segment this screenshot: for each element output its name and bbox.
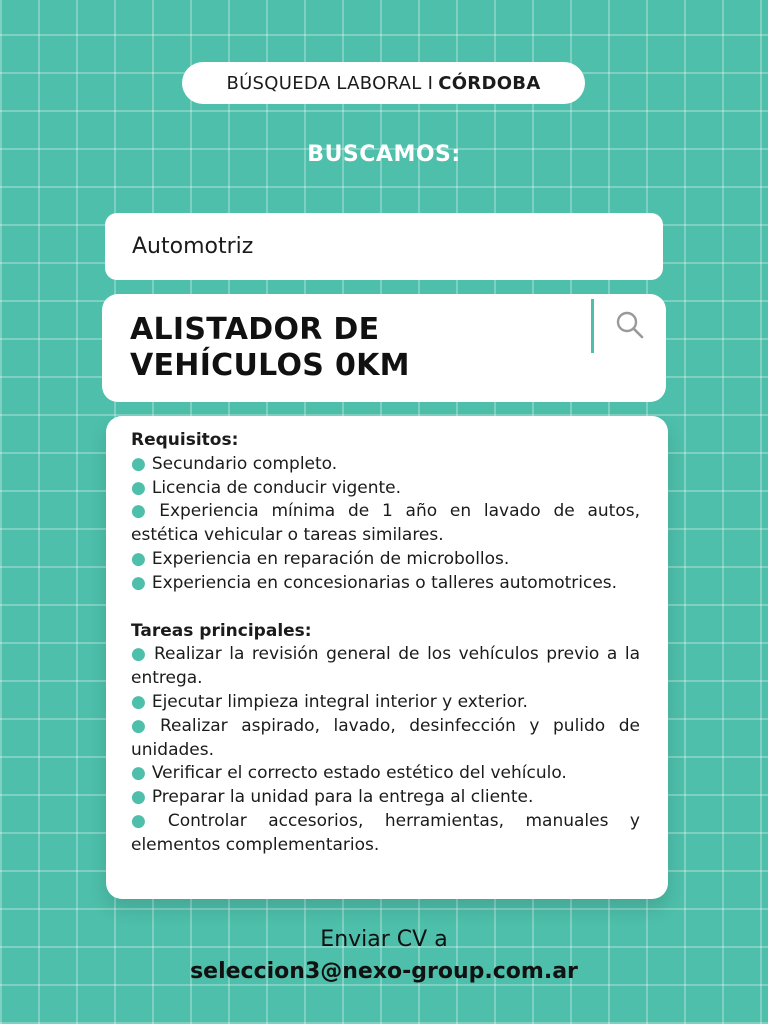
tasks-list bbox=[131, 643, 640, 857]
contact-footer bbox=[0, 925, 768, 989]
sector-field bbox=[105, 213, 663, 280]
list-item: ● Preparar la unidad para la entrega al cliente. bbox=[131, 787, 534, 808]
list-item: ● Experiencia mínima de 1 año en lavado de autos, estética vehicular o tareas similares. bbox=[131, 501, 640, 546]
requirements-heading: Requisitos: bbox=[131, 430, 239, 450]
tasks-heading: Tareas principales: bbox=[131, 620, 312, 641]
list-item: ● Realizar aspirado, lavado, desinfección y pulido de unidades. bbox=[131, 715, 640, 760]
location-city: CÓRDOBA bbox=[438, 72, 541, 94]
bullet-icon: ● bbox=[131, 787, 146, 808]
bullet-icon: ● bbox=[131, 763, 146, 784]
search-divider bbox=[591, 299, 594, 353]
contact-email[interactable]: seleccion3@nexo-group.com.ar bbox=[190, 959, 578, 984]
sector-label: Automotriz bbox=[132, 234, 254, 259]
list-item: ● Secundario completo. bbox=[131, 453, 338, 474]
position-title-line-2: VEHÍCULOS 0KM bbox=[130, 348, 410, 383]
position-search-box bbox=[102, 294, 666, 402]
location-prefix: BÚSQUEDA LABORAL I bbox=[226, 72, 434, 94]
bullet-icon: ● bbox=[131, 715, 154, 736]
position-title-line-1: ALISTADOR DE bbox=[130, 312, 380, 347]
location-pill bbox=[182, 62, 585, 104]
bullet-icon: ● bbox=[131, 501, 154, 522]
list-item: ● Ejecutar limpieza integral interior y exterior. bbox=[131, 691, 528, 712]
bullet-icon: ● bbox=[131, 572, 146, 593]
bullet-icon: ● bbox=[131, 644, 148, 665]
requirements-list bbox=[131, 453, 640, 596]
page-heading: BUSCAMOS: bbox=[307, 142, 461, 167]
job-description-card bbox=[106, 416, 668, 899]
list-item: ● Realizar la revisión general de los vehículos previo a la entrega. bbox=[131, 644, 640, 689]
bullet-icon: ● bbox=[131, 691, 146, 712]
cta-text: Enviar CV a bbox=[320, 927, 448, 952]
list-item: ● Verificar el correcto estado estético del vehículo. bbox=[131, 763, 567, 784]
list-item: ● Experiencia en reparación de microbollos. bbox=[131, 548, 510, 569]
bullet-icon: ● bbox=[131, 477, 146, 498]
bullet-icon: ● bbox=[131, 453, 146, 474]
list-item: ● Controlar accesorios, herramientas, manuales y elementos complementarios. bbox=[131, 810, 640, 855]
bullet-icon: ● bbox=[131, 548, 146, 569]
section-spacer bbox=[131, 596, 640, 620]
list-item: ● Licencia de conducir vigente. bbox=[131, 477, 402, 498]
bullet-icon: ● bbox=[131, 810, 162, 831]
position-title bbox=[130, 312, 570, 384]
search-icon bbox=[614, 309, 646, 341]
list-item: ● Experiencia en concesionarias o talleres automotrices. bbox=[131, 572, 618, 593]
